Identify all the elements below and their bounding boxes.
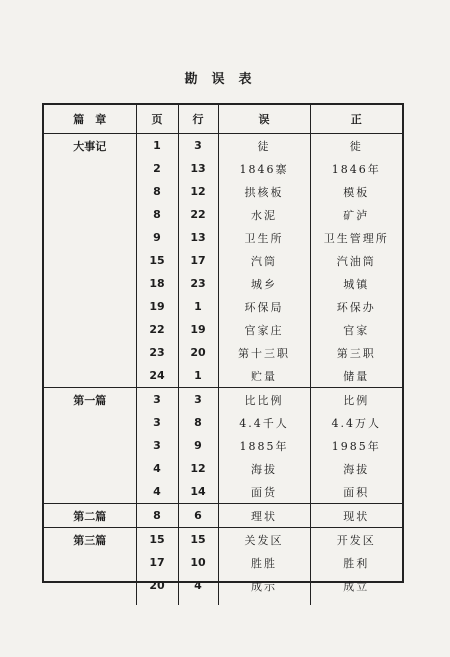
filler-cell <box>178 597 218 605</box>
line-cell: 9 <box>178 434 218 457</box>
table-row <box>44 411 402 434</box>
right-cell: 模板 <box>310 180 402 203</box>
right-cell: 比例 <box>310 388 402 412</box>
section-cell: 第一篇 <box>44 388 136 412</box>
table-row <box>44 180 402 203</box>
table-row <box>44 457 402 480</box>
filler-cell <box>218 597 310 605</box>
section-cell <box>44 295 136 318</box>
page-cell: 4 <box>136 480 178 504</box>
page-cell: 22 <box>136 318 178 341</box>
right-cell: 海拔 <box>310 457 402 480</box>
table-row <box>44 318 402 341</box>
section-cell <box>44 157 136 180</box>
line-cell: 23 <box>178 272 218 295</box>
page-cell: 8 <box>136 180 178 203</box>
line-cell: 1 <box>178 364 218 388</box>
line-cell: 4 <box>178 574 218 597</box>
right-cell: 成立 <box>310 574 402 597</box>
section-cell <box>44 203 136 226</box>
section-cell: 第二篇 <box>44 504 136 528</box>
line-cell: 8 <box>178 411 218 434</box>
wrong-cell: 第十三职 <box>218 341 310 364</box>
page-cell: 4 <box>136 457 178 480</box>
table-row <box>44 364 402 388</box>
wrong-cell: 水泥 <box>218 203 310 226</box>
line-cell: 3 <box>178 134 218 158</box>
right-cell: 环保办 <box>310 295 402 318</box>
right-cell: 1846年 <box>310 157 402 180</box>
section-cell <box>44 180 136 203</box>
section-cell <box>44 364 136 388</box>
section-cell <box>44 318 136 341</box>
header-line: 行 <box>178 105 218 134</box>
section-cell <box>44 341 136 364</box>
wrong-cell: 徒 <box>218 134 310 158</box>
wrong-cell: 环保局 <box>218 295 310 318</box>
wrong-cell: 胜胜 <box>218 551 310 574</box>
filler-cell <box>44 597 136 605</box>
table-row <box>44 249 402 272</box>
page-cell: 17 <box>136 551 178 574</box>
right-cell: 4.4万人 <box>310 411 402 434</box>
section-cell <box>44 457 136 480</box>
header-row <box>44 105 402 134</box>
right-cell: 第三职 <box>310 341 402 364</box>
header-right: 正 <box>310 105 402 134</box>
page-cell: 1 <box>136 134 178 158</box>
section-cell <box>44 411 136 434</box>
filler-cell <box>310 597 402 605</box>
section-cell <box>44 434 136 457</box>
line-cell: 12 <box>178 180 218 203</box>
table-row <box>44 528 402 552</box>
table-row <box>44 504 402 528</box>
table-row <box>44 574 402 597</box>
right-cell: 胜利 <box>310 551 402 574</box>
page-cell: 15 <box>136 249 178 272</box>
section-cell <box>44 272 136 295</box>
table-row <box>44 388 402 412</box>
wrong-cell: 理状 <box>218 504 310 528</box>
wrong-cell: 比比例 <box>218 388 310 412</box>
line-cell: 3 <box>178 388 218 412</box>
page-cell: 3 <box>136 434 178 457</box>
right-cell: 1985年 <box>310 434 402 457</box>
errata-table-frame <box>42 103 404 593</box>
line-cell: 14 <box>178 480 218 504</box>
page-cell: 3 <box>136 388 178 412</box>
right-cell: 徙 <box>310 134 402 158</box>
table-row <box>44 341 402 364</box>
line-cell: 13 <box>178 157 218 180</box>
line-cell: 20 <box>178 341 218 364</box>
section-cell: 第三篇 <box>44 528 136 552</box>
line-cell: 19 <box>178 318 218 341</box>
section-cell <box>44 574 136 597</box>
section-cell <box>44 249 136 272</box>
line-cell: 22 <box>178 203 218 226</box>
section-cell <box>44 226 136 249</box>
line-cell: 17 <box>178 249 218 272</box>
wrong-cell: 拱核板 <box>218 180 310 203</box>
header-wrong: 误 <box>218 105 310 134</box>
right-cell: 官家 <box>310 318 402 341</box>
section-cell <box>44 480 136 504</box>
errata-table <box>44 105 402 605</box>
section-cell <box>44 551 136 574</box>
header-section: 篇 章 <box>44 105 136 134</box>
wrong-cell: 关发区 <box>218 528 310 552</box>
filler-cell <box>136 597 178 605</box>
wrong-cell: 城乡 <box>218 272 310 295</box>
line-cell: 15 <box>178 528 218 552</box>
wrong-cell: 面货 <box>218 480 310 504</box>
wrong-cell: 成示 <box>218 574 310 597</box>
right-cell: 矿泸 <box>310 203 402 226</box>
wrong-cell: 汽筒 <box>218 249 310 272</box>
page-cell: 9 <box>136 226 178 249</box>
wrong-cell: 4.4千人 <box>218 411 310 434</box>
wrong-cell: 海拔 <box>218 457 310 480</box>
wrong-cell: 卫生所 <box>218 226 310 249</box>
header-page: 页 <box>136 105 178 134</box>
line-cell: 10 <box>178 551 218 574</box>
table-row <box>44 272 402 295</box>
right-cell: 面积 <box>310 480 402 504</box>
table-row <box>44 295 402 318</box>
right-cell: 城镇 <box>310 272 402 295</box>
right-cell: 汽油筒 <box>310 249 402 272</box>
line-cell: 13 <box>178 226 218 249</box>
page-cell: 8 <box>136 504 178 528</box>
page-title: 勘误表 <box>184 72 266 87</box>
line-cell: 1 <box>178 295 218 318</box>
page-cell: 20 <box>136 574 178 597</box>
page-cell: 8 <box>136 203 178 226</box>
filler-row <box>44 597 402 605</box>
right-cell: 开发区 <box>310 528 402 552</box>
wrong-cell: 1846寨 <box>218 157 310 180</box>
line-cell: 6 <box>178 504 218 528</box>
right-cell: 卫生管理所 <box>310 226 402 249</box>
errata-rows <box>44 134 402 606</box>
table-row <box>44 226 402 249</box>
table-row <box>44 134 402 158</box>
line-cell: 12 <box>178 457 218 480</box>
wrong-cell: 1885年 <box>218 434 310 457</box>
table-row <box>44 434 402 457</box>
wrong-cell: 官家庄 <box>218 318 310 341</box>
page-cell: 18 <box>136 272 178 295</box>
table-row <box>44 551 402 574</box>
table-row <box>44 203 402 226</box>
wrong-cell: 贮量 <box>218 364 310 388</box>
page-cell: 2 <box>136 157 178 180</box>
table-row <box>44 157 402 180</box>
page-cell: 24 <box>136 364 178 388</box>
page-cell: 15 <box>136 528 178 552</box>
page-cell: 23 <box>136 341 178 364</box>
page-cell: 3 <box>136 411 178 434</box>
table-row <box>44 480 402 504</box>
right-cell: 现状 <box>310 504 402 528</box>
section-cell: 大事记 <box>73 139 107 153</box>
right-cell: 储量 <box>310 364 402 388</box>
page-cell: 19 <box>136 295 178 318</box>
